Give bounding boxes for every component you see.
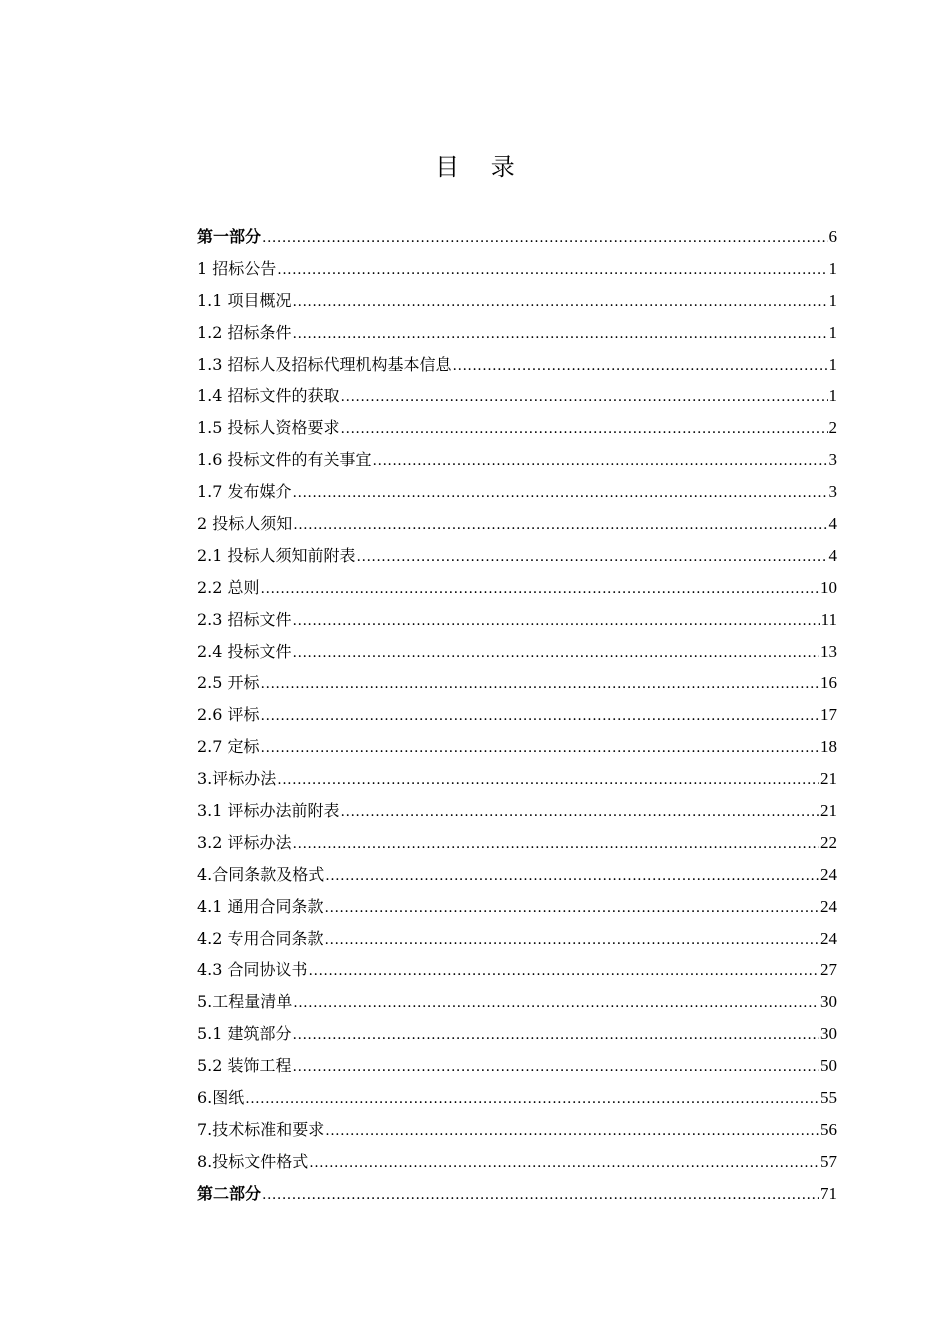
toc-entry-page-number: 10 (820, 577, 837, 597)
toc-entry-page-number: 21 (820, 769, 837, 789)
toc-dot-leader (245, 1084, 819, 1116)
toc-entry[interactable] (197, 221, 837, 253)
toc-entry-label: 第二部分 (197, 1183, 262, 1203)
table-of-contents (197, 221, 837, 1210)
toc-dot-leader (325, 925, 819, 957)
toc-entry[interactable] (197, 349, 837, 381)
toc-dot-leader (309, 956, 819, 988)
toc-entry-page-number: 1 (828, 386, 837, 406)
toc-entry-label: 5.1 建筑部分 (197, 1024, 292, 1044)
toc-entry-page-number: 55 (820, 1088, 837, 1108)
toc-dot-leader (453, 351, 828, 383)
toc-entry-page-number: 16 (820, 673, 837, 693)
toc-entry-label: 第一部分 (197, 227, 262, 246)
toc-entry[interactable] (197, 253, 837, 285)
toc-entry-page-number: 11 (820, 609, 837, 629)
toc-entry-label: 1 招标公告 (197, 258, 277, 278)
toc-entry-label: 3.评标办法 (197, 769, 277, 789)
toc-entry[interactable] (197, 285, 837, 317)
toc-entry-page-number: 1 (828, 258, 837, 278)
toc-dot-leader (293, 1052, 819, 1084)
toc-entry[interactable] (197, 476, 837, 508)
toc-entry-label: 2.3 招标文件 (197, 609, 292, 629)
toc-title: 目 录 (435, 153, 527, 181)
toc-dot-leader (293, 606, 820, 638)
toc-entry-page-number: 4 (828, 514, 837, 534)
toc-dot-leader (293, 988, 819, 1020)
toc-dot-leader (293, 510, 827, 542)
toc-entry[interactable] (197, 1082, 837, 1114)
toc-entry-label: 2.7 定标 (197, 737, 260, 757)
toc-entry-page-number: 57 (820, 1151, 837, 1171)
toc-entry-label: 3.2 评标办法 (197, 832, 292, 852)
toc-entry-page-number: 22 (820, 832, 837, 852)
toc-entry-label: 1.2 招标条件 (197, 322, 292, 342)
toc-entry-label: 1.4 招标文件的获取 (197, 386, 340, 406)
toc-entry[interactable] (197, 667, 837, 699)
toc-entry-page-number: 4 (828, 545, 837, 565)
toc-entry-label: 2.2 总则 (197, 577, 260, 597)
toc-dot-leader (262, 1180, 819, 1212)
toc-entry-page-number: 2 (828, 418, 837, 438)
toc-entry-page-number: 50 (820, 1056, 837, 1076)
toc-entry[interactable] (197, 540, 837, 572)
toc-entry-page-number: 24 (820, 864, 837, 884)
toc-entry-label: 2 投标人须知 (197, 514, 293, 534)
toc-entry-page-number: 13 (820, 641, 837, 661)
toc-dot-leader (262, 223, 827, 255)
toc-entry[interactable] (197, 604, 837, 636)
toc-entry-label: 5.工程量清单 (197, 992, 293, 1012)
toc-dot-leader (277, 255, 827, 287)
toc-entry[interactable] (197, 1146, 837, 1178)
toc-dot-leader (293, 319, 828, 351)
toc-entry-page-number: 1 (828, 322, 837, 342)
toc-entry-page-number: 27 (820, 960, 837, 980)
toc-dot-leader (293, 638, 819, 670)
toc-entry-page-number: 56 (820, 1119, 837, 1139)
toc-dot-leader (325, 861, 819, 893)
toc-entry-page-number: 6 (828, 227, 837, 246)
toc-entry[interactable] (197, 986, 837, 1018)
toc-dot-leader (325, 1116, 819, 1148)
toc-entry-label: 4.2 专用合同条款 (197, 928, 324, 948)
toc-dot-leader (309, 1148, 819, 1180)
toc-dot-leader (277, 765, 819, 797)
toc-entry-page-number: 21 (820, 801, 837, 821)
toc-entry-label: 5.2 装饰工程 (197, 1056, 292, 1076)
toc-entry[interactable] (197, 699, 837, 731)
toc-entry-label: 1.7 发布媒介 (197, 482, 292, 502)
toc-entry-page-number: 71 (820, 1183, 837, 1203)
toc-entry-page-number: 17 (820, 705, 837, 725)
toc-dot-leader (293, 829, 819, 861)
toc-entry-page-number: 3 (828, 482, 837, 502)
toc-entry-label: 1.3 招标人及招标代理机构基本信息 (197, 354, 452, 374)
toc-entry-page-number: 30 (820, 1024, 837, 1044)
toc-dot-leader (261, 733, 819, 765)
toc-entry-page-number: 24 (820, 928, 837, 948)
toc-entry-label: 1.1 项目概况 (197, 290, 292, 310)
toc-entry-page-number: 30 (820, 992, 837, 1012)
toc-entry-label: 2.1 投标人须知前附表 (197, 545, 356, 565)
toc-dot-leader (341, 797, 819, 829)
toc-entry-label: 4.合同条款及格式 (197, 864, 325, 884)
toc-entry[interactable] (197, 1178, 837, 1210)
toc-entry[interactable] (197, 795, 837, 827)
toc-entry[interactable] (197, 731, 837, 763)
toc-entry[interactable] (197, 380, 837, 412)
toc-entry-label: 1.6 投标文件的有关事宜 (197, 450, 372, 470)
toc-entry-label: 4.3 合同协议书 (197, 960, 308, 980)
toc-dot-leader (261, 701, 819, 733)
toc-entry[interactable] (197, 859, 837, 891)
toc-entry[interactable] (197, 1114, 837, 1146)
toc-entry[interactable] (197, 923, 837, 955)
toc-entry-label: 2.5 开标 (197, 673, 260, 693)
toc-entry[interactable] (197, 1050, 837, 1082)
toc-entry[interactable] (197, 317, 837, 349)
toc-entry-page-number: 18 (820, 737, 837, 757)
toc-entry[interactable] (197, 954, 837, 986)
toc-dot-leader (293, 478, 828, 510)
toc-dot-leader (293, 1020, 819, 1052)
toc-entry-label: 7.技术标准和要求 (197, 1119, 325, 1139)
toc-entry-label: 2.4 投标文件 (197, 641, 292, 661)
toc-entry[interactable] (197, 827, 837, 859)
toc-entry-label: 3.1 评标办法前附表 (197, 801, 340, 821)
toc-dot-leader (373, 446, 828, 478)
toc-dot-leader (357, 542, 828, 574)
toc-entry-page-number: 24 (820, 896, 837, 916)
toc-dot-leader (325, 893, 819, 925)
toc-entry-page-number: 3 (828, 450, 837, 470)
toc-entry[interactable] (197, 444, 837, 476)
toc-entry-page-number: 1 (828, 354, 837, 374)
toc-entry-label: 4.1 通用合同条款 (197, 896, 324, 916)
toc-entry[interactable] (197, 763, 837, 795)
toc-entry-label: 6.图纸 (197, 1088, 245, 1108)
toc-entry[interactable] (197, 636, 837, 668)
toc-entry[interactable] (197, 1018, 837, 1050)
toc-dot-leader (341, 382, 828, 414)
toc-entry-label: 2.6 评标 (197, 705, 260, 725)
toc-entry[interactable] (197, 412, 837, 444)
toc-dot-leader (261, 669, 819, 701)
toc-dot-leader (261, 574, 819, 606)
toc-dot-leader (293, 287, 828, 319)
toc-dot-leader (341, 414, 828, 446)
toc-entry[interactable] (197, 508, 837, 540)
toc-entry[interactable] (197, 572, 837, 604)
toc-entry-page-number: 1 (828, 290, 837, 310)
toc-entry-label: 8.投标文件格式 (197, 1151, 309, 1171)
toc-entry[interactable] (197, 891, 837, 923)
toc-entry-label: 1.5 投标人资格要求 (197, 418, 340, 438)
